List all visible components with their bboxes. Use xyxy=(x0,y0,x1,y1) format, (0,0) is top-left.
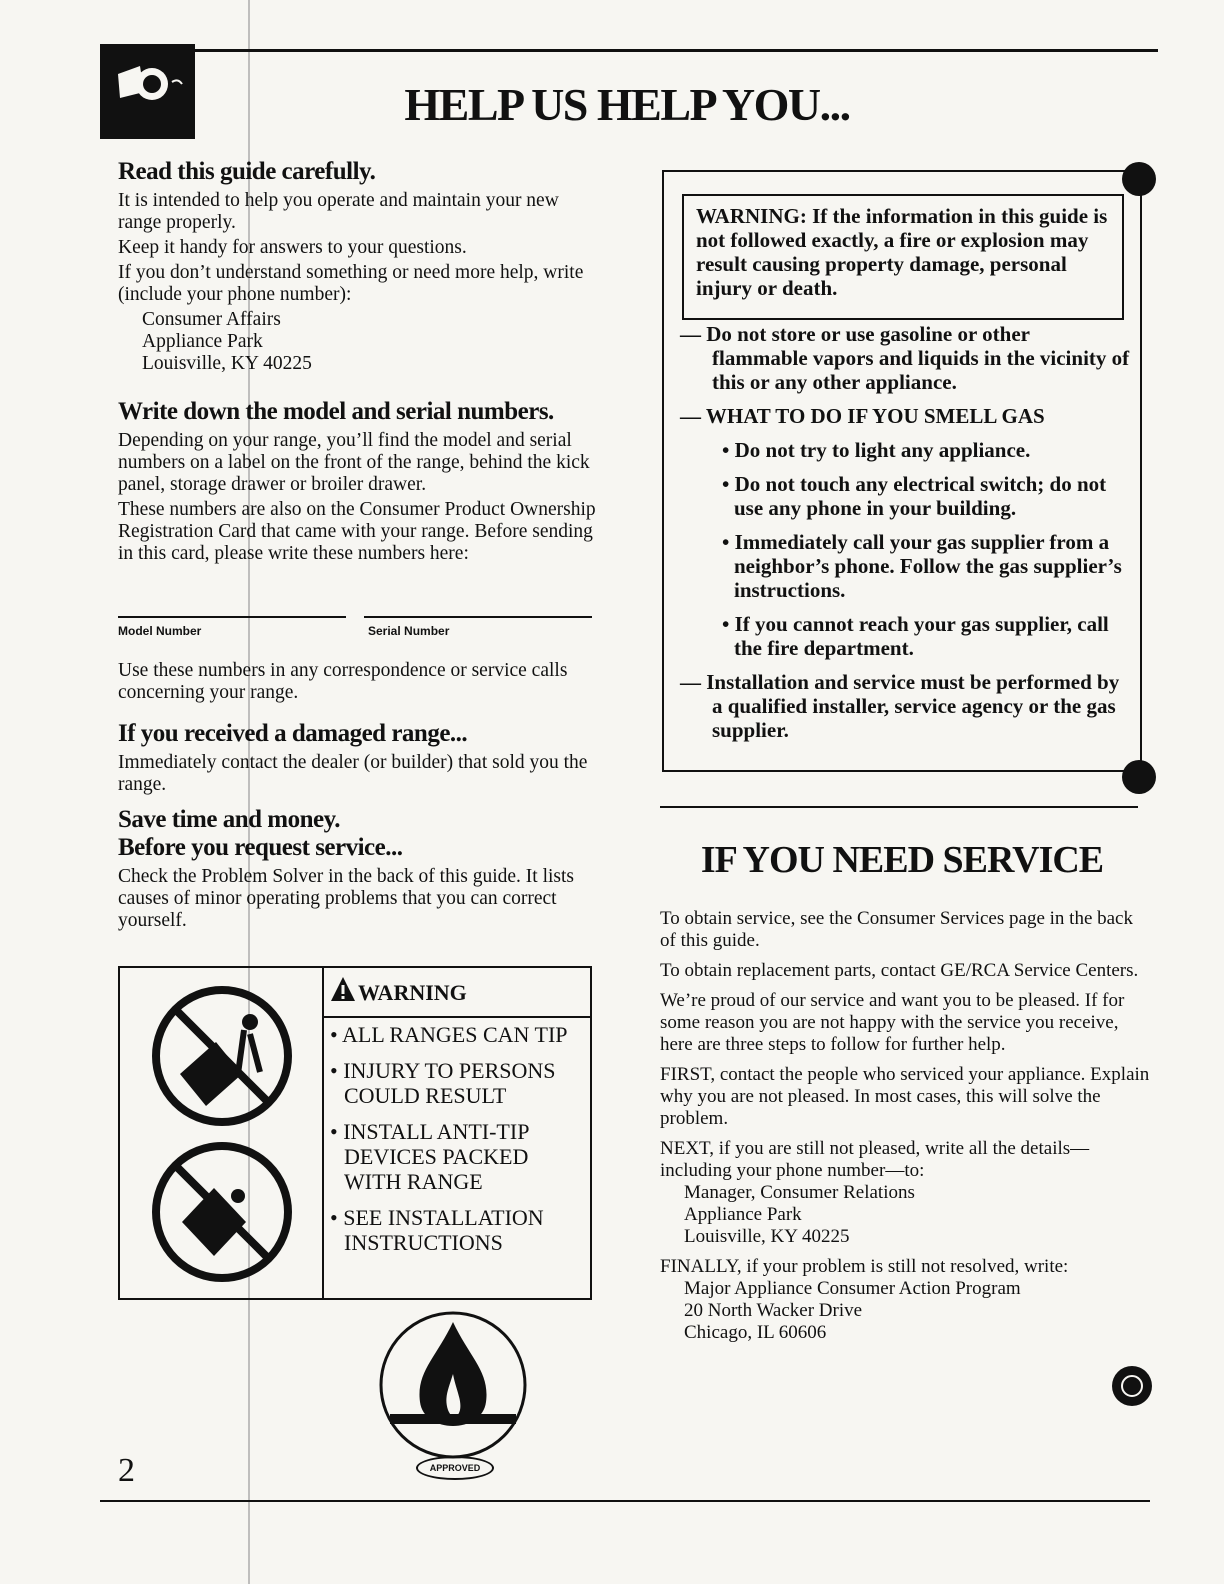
list-item: • INJURY TO PERSONS COULD RESULT xyxy=(330,1058,556,1108)
list-item: • Do not touch any electrical switch; do not use any phone in your building. xyxy=(722,472,1107,520)
paragraph: Use these numbers in any correspondence or service calls concerning your range. xyxy=(118,660,568,703)
paragraph: FIRST, contact the people who serviced your appliance. Explain why you are not pleased. In most cases, this will solve the problem. xyxy=(660,1064,1150,1129)
anti-tip-warning-box xyxy=(118,966,592,1300)
list-item: • Immediately call your gas supplier from a neighbor’s phone. Follow the gas supplier’s instructions. xyxy=(722,530,1122,602)
damaged-range-section xyxy=(118,720,598,799)
address-block xyxy=(660,1182,1150,1248)
page-title: HELP US HELP YOU... xyxy=(404,79,850,130)
model-number-label: Model Number xyxy=(118,624,202,638)
model-number-line[interactable] xyxy=(118,616,346,618)
paragraph: Depending on your range, you’ll find the model and serial numbers on a label on the front of the range, behind the kick panel, storage drawer or broiler drawer. xyxy=(118,430,590,495)
paragraph: We’re proud of our service and want you to be pleased. If for some reason you are not happy with the service you receive, here are three steps to follow for further help. xyxy=(660,990,1125,1055)
address-line: Louisville, KY 40225 xyxy=(684,1226,850,1247)
approved-label: APPROVED xyxy=(416,1456,494,1480)
list-item: — Installation and service must be performed by a qualified installer, service agency or the gas supplier. xyxy=(680,670,1120,742)
save-time-section xyxy=(118,806,598,935)
section-heading: Before you request service... xyxy=(118,834,403,861)
corner-dot xyxy=(1122,760,1156,794)
ge-logo-icon xyxy=(1110,1364,1154,1408)
section-heading: Write down the model and serial numbers. xyxy=(118,398,554,425)
warning-statement: WARNING: If the information in this guide is not followed exactly, a fire or explosion may result causing property damage, personal injury or death. xyxy=(696,204,1108,300)
read-guide-section xyxy=(118,158,598,375)
paragraph: To obtain service, see the Consumer Services page in the back of this guide. xyxy=(660,908,1133,951)
warning-statement-box xyxy=(682,194,1124,320)
serial-number-label: Serial Number xyxy=(368,624,450,638)
service-heading: IF YOU NEED SERVICE xyxy=(700,839,1104,881)
tip-warning-list xyxy=(330,1022,586,1266)
section-separator xyxy=(660,806,1138,808)
list-item: • If you cannot reach your gas supplier, call the fire department. xyxy=(722,612,1109,660)
address-block xyxy=(660,1278,1150,1344)
paragraph: These numbers are also on the Consumer Product Ownership Registration Card that came with your range. Before sending in this card, please write these numbers here: xyxy=(118,499,596,564)
bottom-rule xyxy=(100,1500,1150,1502)
paragraph: FINALLY, if your problem is still not resolved, write: xyxy=(660,1256,1069,1277)
section-heading: If you received a damaged range... xyxy=(118,720,468,747)
address-line: Appliance Park xyxy=(684,1204,802,1225)
use-numbers-note xyxy=(118,660,598,707)
address-line: Chicago, IL 60606 xyxy=(684,1322,827,1343)
list-item: — Do not store or use gasoline or other flammable vapors and liquids in the vicinity of this or any other appliance. xyxy=(680,322,1130,394)
paragraph: NEXT, if you are still not pleased, write all the details—including your phone number—to: xyxy=(660,1138,1090,1181)
address-line: Major Appliance Consumer Action Program xyxy=(684,1278,1021,1299)
address-line: Manager, Consumer Relations xyxy=(684,1182,915,1203)
list-item: • SEE INSTALLATION INSTRUCTIONS xyxy=(330,1205,544,1255)
list-item: • INSTALL ANTI-TIP DEVICES PACKED WITH RANGE xyxy=(330,1119,529,1194)
service-section xyxy=(660,908,1150,1344)
warning-header xyxy=(324,968,590,1018)
list-item: — WHAT TO DO IF YOU SMELL GAS xyxy=(680,404,1045,428)
tipping-range-prohibited-icon xyxy=(142,982,302,1282)
address-block xyxy=(118,309,598,375)
top-rule xyxy=(100,49,1158,52)
gas-safety-instructions xyxy=(680,322,1130,752)
section-heading: Save time and money. xyxy=(118,806,340,833)
paragraph: Keep it handy for answers to your questions. xyxy=(118,237,467,258)
paragraph: It is intended to help you operate and maintain your new range properly. xyxy=(118,190,559,233)
flame-seal-icon xyxy=(378,1310,528,1460)
section-heading: Read this guide carefully. xyxy=(118,158,376,185)
list-item: • ALL RANGES CAN TIP xyxy=(330,1022,568,1047)
corner-dot xyxy=(1122,162,1156,196)
list-item: • Do not try to light any appliance. xyxy=(722,438,1031,462)
warning-triangle-icon xyxy=(330,976,356,1002)
paragraph: Immediately contact the dealer (or builder) that sold you the range. xyxy=(118,752,588,795)
address-line: Consumer Affairs xyxy=(142,309,281,330)
warning-label: WARNING xyxy=(358,980,467,1005)
paragraph: If you don’t understand something or need more help, write (include your phone number): xyxy=(118,262,584,305)
model-serial-section xyxy=(118,398,598,568)
paragraph: To obtain replacement parts, contact GE/RCA Service Centers. xyxy=(660,960,1139,981)
aga-approved-seal xyxy=(378,1310,528,1482)
address-line: Appliance Park xyxy=(142,331,263,352)
address-line: Louisville, KY 40225 xyxy=(142,353,312,374)
address-line: 20 North Wacker Drive xyxy=(684,1300,863,1321)
page-number: 2 xyxy=(118,1452,135,1489)
serial-number-line[interactable] xyxy=(364,616,592,618)
gas-warning-box xyxy=(662,170,1142,772)
paragraph: Check the Problem Solver in the back of this guide. It lists causes of minor operating problems that you can correct yourself. xyxy=(118,866,575,931)
